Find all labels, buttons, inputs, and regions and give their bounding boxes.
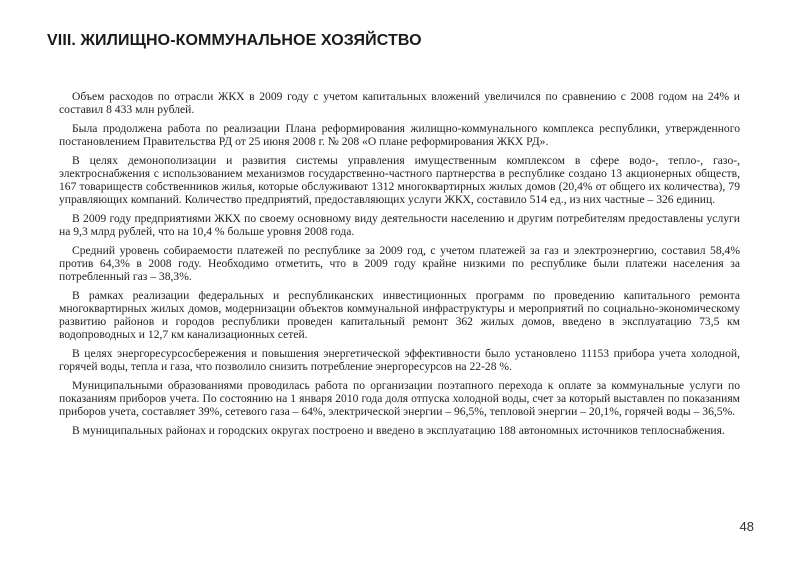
section-title: VIII. ЖИЛИЩНО-КОММУНАЛЬНОЕ ХОЗЯЙСТВО [47, 32, 422, 49]
paragraph-expenses: Объем расходов по отрасли ЖКХ в 2009 году с учетом капитальных вложений увеличился по сравнению с 2008 годом на 24% и составил 8 433 млн рублей. [59, 90, 740, 116]
paragraph-payment-collection: Средний уровень собираемости платежей по республике за 2009 год, с учетом платежей за газ и электроэнергию, составил 58,4% против 64,3% в 2008 году. Необходимо отметить, что в 2009 году крайне низкими по республике были платежи населения за потребленный газ – 38,3%. [59, 244, 740, 283]
body-text [59, 91, 740, 445]
paragraph-demonopolization: В целях демонополизации и развития системы управления имущественным комплексом в сфере водо-, тепло-, газо-, электроснабжения с использованием механизмов государственно-частного партнерства в республике создано 13 акционерных обществ, 167 товариществ собственников жилья, которые обслуживают 1312 многоквартирных жилых домов (20,4% от общего их количества), 79 управляющих компаний. Количество предприятий, предоставляющих услуги ЖКХ, составило 514 ед., из них частные – 326 единиц. [59, 154, 740, 206]
paragraph-heat-sources: В муниципальных районах и городских округах построено и введено в эксплуатацию 188 автономных источников теплоснабжения. [72, 424, 725, 438]
paragraph-energy-saving: В целях энергоресурсосбережения и повышения энергетической эффективности было установлено 11153 прибора учета холодной, горячей воды, тепла и газа, что позволило снизить потребление энергоресурсов на 22-28 %. [59, 347, 740, 373]
paragraph-services-volume: В 2009 году предприятиями ЖКХ по своему основному виду деятельности населению и другим потребителям предоставлены услуги на 9,3 млрд рублей, что на 10,4 % больше уровня 2008 года. [59, 212, 740, 238]
paragraph-capital-repair: В рамках реализации федеральных и республиканских инвестиционных программ по проведению капитального ремонта многоквартирных жилых домов, модернизации объектов коммунальной инфраструктуры и мероприятий по социально-экономическому развитию районов и городов республики проведен капитальный ремонт 362 жилых домов, введено в эксплуатацию 73,5 км водопроводных и 12,7 км канализационных сетей. [59, 289, 740, 341]
paragraph-reform-plan: Была продолжена работа по реализации Плана реформирования жилищно-коммунального комплекса республики, утвержденного постановлением Правительства РД от 25 июня 2008 г. № 208 «О плане реформирования ЖКХ РД». [59, 122, 740, 148]
paragraph-metering-transition: Муниципальными образованиями проводилась работа по организации поэтапного перехода к оплате за коммунальные услуги по показаниям приборов учета. По состоянию на 1 января 2010 года доля отпуска холодной воды, счет за который выставлен по показаниям приборов учета, составляет 39%, сетевого газа – 64%, электрической энергии – 96,5%, тепловой энергии – 20,1%, горячей воды – 36,5%. [59, 379, 740, 418]
page-number: 48 [739, 519, 754, 534]
